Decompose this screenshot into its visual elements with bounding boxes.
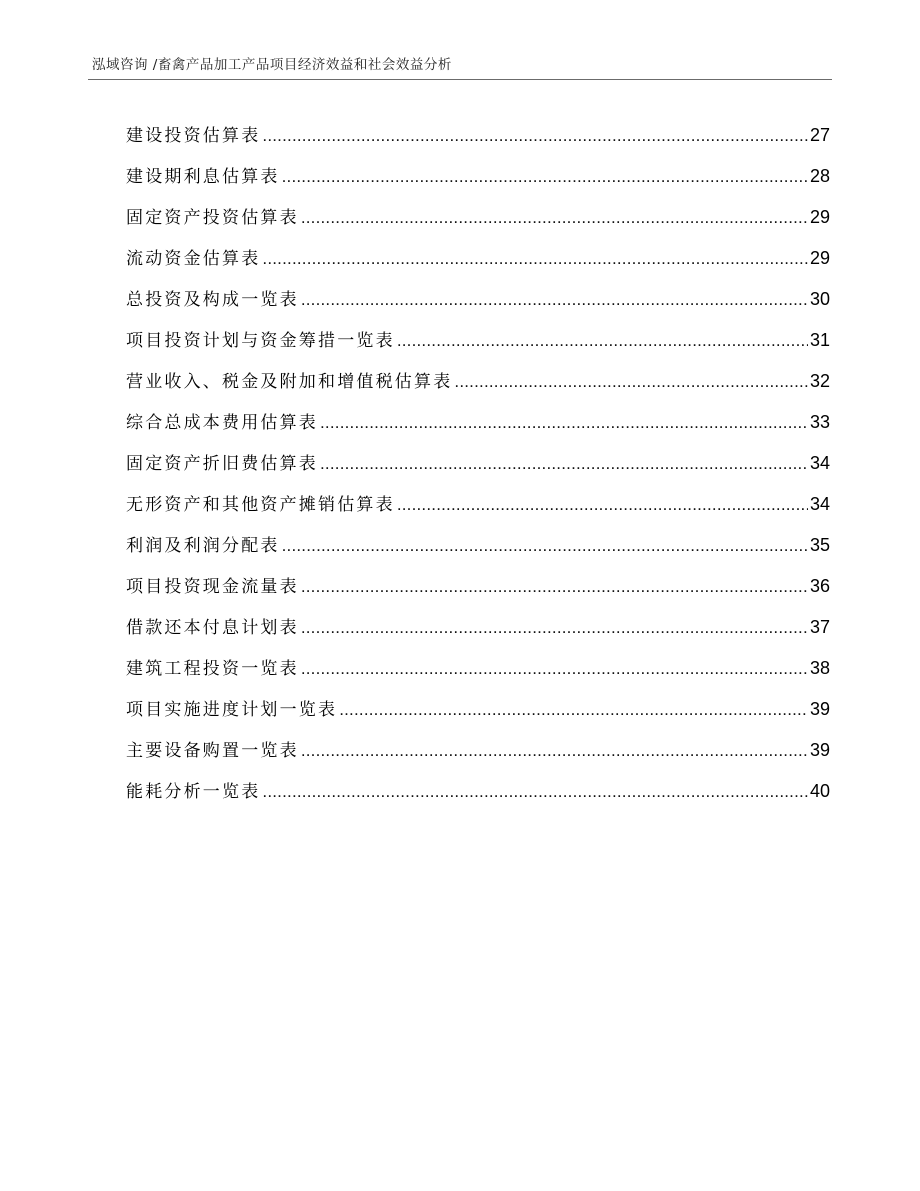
toc-entry-title: 固定资产投资估算表	[126, 208, 299, 228]
toc-entry-title: 项目投资现金流量表	[126, 577, 299, 597]
toc-entry-page: 34	[809, 453, 830, 473]
toc-entry-title: 建设投资估算表	[126, 126, 261, 146]
toc-entry-page: 38	[809, 658, 830, 678]
header-divider	[88, 79, 832, 80]
toc-entry[interactable]	[126, 612, 830, 653]
toc-dot-leader	[320, 408, 808, 438]
toc-dot-leader	[262, 244, 808, 274]
toc-entry-page: 35	[809, 535, 830, 555]
toc-entry[interactable]	[126, 571, 830, 612]
toc-dot-leader	[397, 490, 808, 520]
toc-entry[interactable]	[126, 448, 830, 489]
toc-dot-leader	[282, 531, 808, 561]
toc-entry[interactable]	[126, 284, 830, 325]
toc-entry[interactable]	[126, 653, 830, 694]
toc-entry-page: 28	[809, 166, 830, 186]
toc-dot-leader	[301, 285, 808, 315]
toc-dot-leader	[301, 572, 808, 602]
toc-entry[interactable]	[126, 735, 830, 776]
table-of-contents	[126, 120, 830, 817]
toc-entry-page: 29	[809, 207, 830, 227]
toc-entry[interactable]	[126, 776, 830, 817]
toc-entry-title: 综合总成本费用估算表	[126, 413, 318, 433]
toc-dot-leader	[320, 449, 808, 479]
toc-entry-page: 33	[809, 412, 830, 432]
toc-dot-leader	[282, 162, 808, 192]
toc-entry-page: 37	[809, 617, 830, 637]
toc-dot-leader	[301, 613, 808, 643]
toc-entry-page: 34	[809, 494, 830, 514]
toc-entry-title: 能耗分析一览表	[126, 782, 261, 802]
toc-entry-title: 总投资及构成一览表	[126, 290, 299, 310]
toc-entry-title: 借款还本付息计划表	[126, 618, 299, 638]
page-header: 泓域咨询 /畜禽产品加工产品项目经济效益和社会效益分析	[92, 57, 452, 73]
toc-entry[interactable]	[126, 243, 830, 284]
toc-dot-leader	[301, 203, 808, 233]
toc-dot-leader	[397, 326, 808, 356]
toc-entry-title: 流动资金估算表	[126, 249, 261, 269]
toc-entry-page: 27	[809, 125, 830, 145]
toc-entry[interactable]	[126, 530, 830, 571]
toc-entry-title: 无形资产和其他资产摊销估算表	[126, 495, 395, 515]
toc-entry-title: 项目实施进度计划一览表	[126, 700, 338, 720]
toc-entry[interactable]	[126, 694, 830, 735]
toc-entry[interactable]	[126, 489, 830, 530]
toc-entry-title: 建筑工程投资一览表	[126, 659, 299, 679]
toc-entry-title: 建设期利息估算表	[126, 167, 280, 187]
toc-entry-page: 40	[809, 781, 830, 801]
toc-entry[interactable]	[126, 366, 830, 407]
toc-entry-page: 36	[809, 576, 830, 596]
toc-dot-leader	[301, 654, 808, 684]
toc-entry[interactable]	[126, 202, 830, 243]
toc-entry-title: 主要设备购置一览表	[126, 741, 299, 761]
toc-entry-page: 31	[809, 330, 830, 350]
toc-dot-leader	[301, 736, 808, 766]
toc-dot-leader	[262, 777, 808, 807]
toc-dot-leader	[339, 695, 808, 725]
toc-entry-title: 利润及利润分配表	[126, 536, 280, 556]
toc-entry[interactable]	[126, 325, 830, 366]
toc-entry-page: 32	[809, 371, 830, 391]
toc-entry[interactable]	[126, 161, 830, 202]
toc-entry-page: 39	[809, 699, 830, 719]
toc-dot-leader	[262, 121, 808, 151]
toc-entry-page: 29	[809, 248, 830, 268]
toc-entry-title: 项目投资计划与资金筹措一览表	[126, 331, 395, 351]
toc-entry-page: 39	[809, 740, 830, 760]
toc-entry[interactable]	[126, 407, 830, 448]
toc-entry-page: 30	[809, 289, 830, 309]
toc-entry[interactable]	[126, 120, 830, 161]
toc-dot-leader	[454, 367, 808, 397]
toc-entry-title: 营业收入、税金及附加和增值税估算表	[126, 372, 453, 392]
toc-entry-title: 固定资产折旧费估算表	[126, 454, 318, 474]
